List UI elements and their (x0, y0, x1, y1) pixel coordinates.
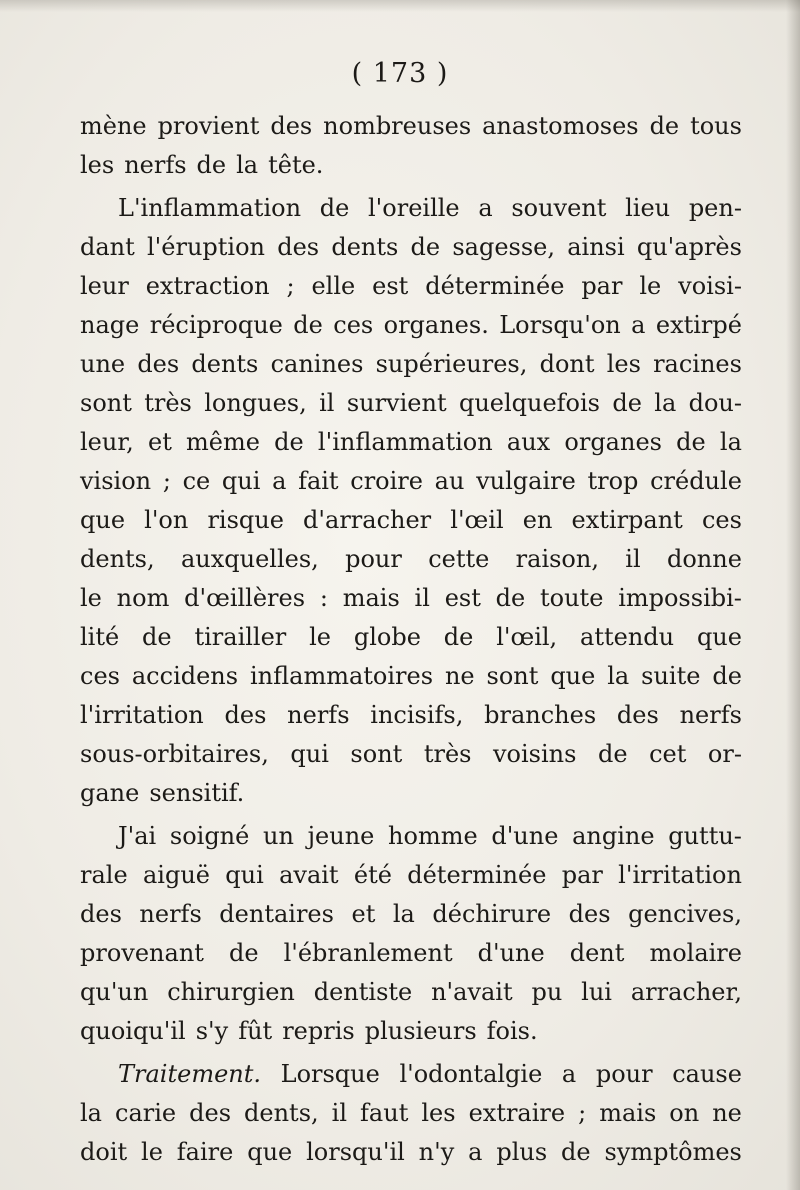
text-line (80, 1133, 742, 1172)
word: quelquefois (458, 389, 600, 417)
word: leur (80, 272, 129, 300)
word: leur, (80, 428, 134, 456)
word: déterminée (407, 861, 547, 889)
word: aux (506, 428, 551, 456)
word: sont (80, 389, 132, 417)
text-line (80, 540, 742, 579)
word: sont (350, 740, 403, 768)
word: le (309, 623, 332, 651)
word: racines (653, 350, 742, 378)
word: très (144, 389, 192, 417)
word: le (639, 272, 662, 300)
word: a (272, 467, 287, 495)
word: croire (350, 467, 423, 495)
text-line (80, 384, 742, 423)
word: ne (712, 1099, 742, 1127)
word: supérieures, (375, 350, 528, 378)
word: mène (80, 112, 147, 140)
word: tous (690, 112, 742, 140)
word: il (331, 1099, 348, 1127)
word: on (669, 1099, 700, 1127)
word: dont (539, 350, 595, 378)
text-line (80, 107, 742, 146)
word: de (612, 389, 642, 417)
word: toute (540, 584, 604, 612)
word: quoiqu'il (80, 1017, 186, 1045)
word: organes (564, 428, 662, 456)
word: lité (80, 623, 120, 651)
word: de (142, 623, 172, 651)
word: de (561, 1138, 591, 1166)
word: mais (342, 584, 400, 612)
word: des (616, 701, 659, 729)
word: que (80, 506, 126, 534)
word: doit (80, 1138, 128, 1166)
word: extraction (145, 272, 270, 300)
word: globe (353, 623, 421, 651)
word: homme (388, 822, 478, 850)
word: longues, (204, 389, 307, 417)
word: la (654, 389, 677, 417)
word: lorsqu'il (306, 1138, 405, 1166)
word: des (137, 350, 180, 378)
word: la (236, 151, 259, 179)
word: sensitif. (149, 779, 245, 807)
word: d'œillères (184, 584, 306, 612)
word: ; (162, 467, 171, 495)
word: nage (80, 311, 140, 339)
text-line (80, 657, 742, 696)
word: lui (581, 978, 612, 1006)
word: de (649, 112, 680, 140)
word: elle (311, 272, 356, 300)
word: ces (701, 506, 742, 534)
word: faire (176, 1138, 234, 1166)
word: voisins (493, 740, 577, 768)
word: la (80, 1099, 102, 1127)
word: chirurgien (167, 978, 295, 1006)
word: rale (80, 861, 128, 889)
word: avait (279, 861, 339, 889)
word: nombreuses (323, 112, 472, 140)
word: il (414, 584, 430, 612)
word: jeune (307, 822, 375, 850)
word: la (607, 662, 630, 690)
word: un (263, 822, 294, 850)
word: lieu (625, 194, 671, 222)
word: Traitement. (118, 1060, 262, 1088)
word: vision (80, 467, 152, 495)
word: nerfs (679, 701, 742, 729)
word: il (319, 389, 335, 417)
word: trop (587, 467, 639, 495)
word: de (676, 428, 706, 456)
word: est (444, 584, 481, 612)
word: sont (486, 662, 539, 690)
word: nerfs (139, 900, 202, 928)
text-line (80, 146, 742, 185)
word: tirailler (194, 623, 287, 651)
word: n'y (418, 1138, 455, 1166)
word: été (353, 861, 392, 889)
word: d'arracher (303, 506, 432, 534)
word: canines (270, 350, 364, 378)
word: de (319, 194, 350, 222)
word: en (522, 506, 553, 534)
word: les (80, 151, 115, 179)
word: guttu- (668, 822, 742, 850)
word: et (148, 428, 172, 456)
text-line (80, 501, 742, 540)
word: n'avait (431, 978, 513, 1006)
word: extirpé (655, 311, 742, 339)
word: dents, (80, 545, 155, 573)
page-top-shadow (0, 0, 800, 12)
word: dant (80, 233, 135, 261)
word: a (631, 311, 646, 339)
word: provenant (80, 939, 204, 967)
word: des (277, 233, 320, 261)
text-line (80, 267, 742, 306)
word: par (561, 861, 603, 889)
word: des (224, 701, 267, 729)
word: par (581, 272, 623, 300)
word: Lorsque (280, 1060, 380, 1088)
word: de (597, 740, 628, 768)
word: une (80, 350, 126, 378)
word: : (319, 584, 328, 612)
word: mais (599, 1099, 657, 1127)
word: l'œil (450, 506, 504, 534)
word: ; (578, 1099, 587, 1127)
word: raison, (515, 545, 599, 573)
word: pour (345, 545, 402, 573)
word: des (80, 900, 122, 928)
word: ; (286, 272, 295, 300)
word: l'oreille (368, 194, 460, 222)
word: qui (225, 861, 264, 889)
word: L'inflammation (118, 194, 302, 222)
text-line (80, 774, 742, 813)
word: aiguë (142, 861, 210, 889)
word: il (625, 545, 641, 573)
word: dents (191, 350, 259, 378)
word: l'ébranlement (283, 939, 453, 967)
word: anastomoses (482, 112, 639, 140)
text-line (80, 228, 742, 267)
text-line (80, 618, 742, 657)
text-line (80, 817, 742, 856)
word: nerfs (124, 151, 187, 179)
word: l'œil, (496, 623, 558, 651)
word: molaire (649, 939, 742, 967)
word: les (606, 350, 641, 378)
word: fois. (486, 1017, 538, 1045)
word: dentaires (219, 900, 334, 928)
word: provient (157, 112, 260, 140)
text-line (80, 856, 742, 895)
word: impossibi- (618, 584, 742, 612)
word: vulgaire (476, 467, 576, 495)
word: d'une (477, 939, 545, 967)
word: ces (80, 662, 120, 690)
word: les (421, 1099, 456, 1127)
word: l'odontalgie (399, 1060, 543, 1088)
word: organes. (383, 311, 489, 339)
body-text (80, 107, 742, 1172)
text-line (80, 934, 742, 973)
word: le (141, 1138, 163, 1166)
word: branches (484, 701, 597, 729)
word: qu'après (636, 233, 742, 261)
word: de (443, 623, 474, 651)
word: que (696, 623, 742, 651)
word: même (186, 428, 260, 456)
word: accidens (131, 662, 239, 690)
word: plus (496, 1138, 548, 1166)
word: donne (666, 545, 742, 573)
word: de (196, 151, 227, 179)
word: voisi- (678, 272, 742, 300)
word: sagesse, (452, 233, 555, 261)
word: au (434, 467, 465, 495)
word: dents (331, 233, 399, 261)
word: arracher, (630, 978, 742, 1006)
word: sous-orbitaires, (80, 740, 269, 768)
word: carie (115, 1099, 177, 1127)
text-line (80, 1094, 742, 1133)
word: extraire (468, 1099, 566, 1127)
word: nerfs (287, 701, 350, 729)
text-line (80, 973, 742, 1012)
word: nom (116, 584, 170, 612)
text-line (80, 1012, 742, 1051)
word: l'on (144, 506, 189, 534)
word: repris (282, 1017, 355, 1045)
word: ainsi (567, 233, 625, 261)
word: de (293, 311, 323, 339)
word: gencives, (628, 900, 742, 928)
word: pu (531, 978, 563, 1006)
text-line (80, 895, 742, 934)
word: plusieurs (364, 1017, 477, 1045)
word: l'irritation (618, 861, 742, 889)
word: des (568, 900, 611, 928)
word: dou- (688, 389, 742, 417)
word: angine (572, 822, 655, 850)
text-line (80, 696, 742, 735)
word: risque (207, 506, 284, 534)
word: d'une (491, 822, 559, 850)
word: a (468, 1138, 483, 1166)
word: dents, (244, 1099, 319, 1127)
word: auxquelles, (180, 545, 319, 573)
word: de (712, 662, 742, 690)
word: qui (221, 467, 261, 495)
word: est (372, 272, 409, 300)
page-number: ( 173 ) (351, 58, 449, 89)
word: la (719, 428, 742, 456)
word: l'inflammation (317, 428, 493, 456)
word: très (423, 740, 472, 768)
word: inflammatoires (250, 662, 434, 690)
word: cette (428, 545, 490, 573)
word: déterminée (425, 272, 565, 300)
text-line (80, 306, 742, 345)
word: que (247, 1138, 293, 1166)
word: de (410, 233, 441, 261)
word: et (351, 900, 376, 928)
word: a (561, 1060, 577, 1088)
word: le (80, 584, 102, 612)
text-line (80, 423, 742, 462)
word: suite (641, 662, 701, 690)
word: des (189, 1099, 232, 1127)
word: l'éruption (147, 233, 265, 261)
word: réciproque (149, 311, 283, 339)
word: de (495, 584, 526, 612)
page-right-shadow (786, 0, 800, 1190)
word: Lorsqu'on (499, 311, 621, 339)
word: or- (707, 740, 742, 768)
word: s'y (195, 1017, 229, 1045)
word: de (274, 428, 304, 456)
word: souvent (511, 194, 607, 222)
word: cet (649, 740, 687, 768)
word: cause (672, 1060, 742, 1088)
word: de (228, 939, 259, 967)
word: la (392, 900, 415, 928)
word: pen- (688, 194, 742, 222)
word: pour (595, 1060, 653, 1088)
word: faut (360, 1099, 409, 1127)
word: soigné (169, 822, 250, 850)
word: fût (238, 1017, 273, 1045)
word: J'ai (118, 822, 157, 850)
word: extirpant (571, 506, 683, 534)
word: attendu (580, 623, 675, 651)
word: qui (290, 740, 329, 768)
word: symptômes (604, 1138, 742, 1166)
word: tête. (268, 151, 324, 179)
word: ce (182, 467, 211, 495)
word: gane (80, 779, 140, 807)
word: survient (346, 389, 447, 417)
text-line (80, 462, 742, 501)
word: fait (298, 467, 339, 495)
text-line (80, 1055, 742, 1094)
word: a (478, 194, 493, 222)
word: que (550, 662, 596, 690)
word: ne (444, 662, 475, 690)
word: qu'un (80, 978, 149, 1006)
text-line (80, 189, 742, 228)
word: ces (333, 311, 374, 339)
word: déchirure (432, 900, 552, 928)
word: l'irritation (80, 701, 204, 729)
word: crédule (650, 467, 742, 495)
word: dentiste (313, 978, 413, 1006)
word: incisifs, (370, 701, 464, 729)
text-line (80, 579, 742, 618)
word: des (270, 112, 313, 140)
text-line (80, 735, 742, 774)
text-line (80, 345, 742, 384)
word: dent (569, 939, 625, 967)
